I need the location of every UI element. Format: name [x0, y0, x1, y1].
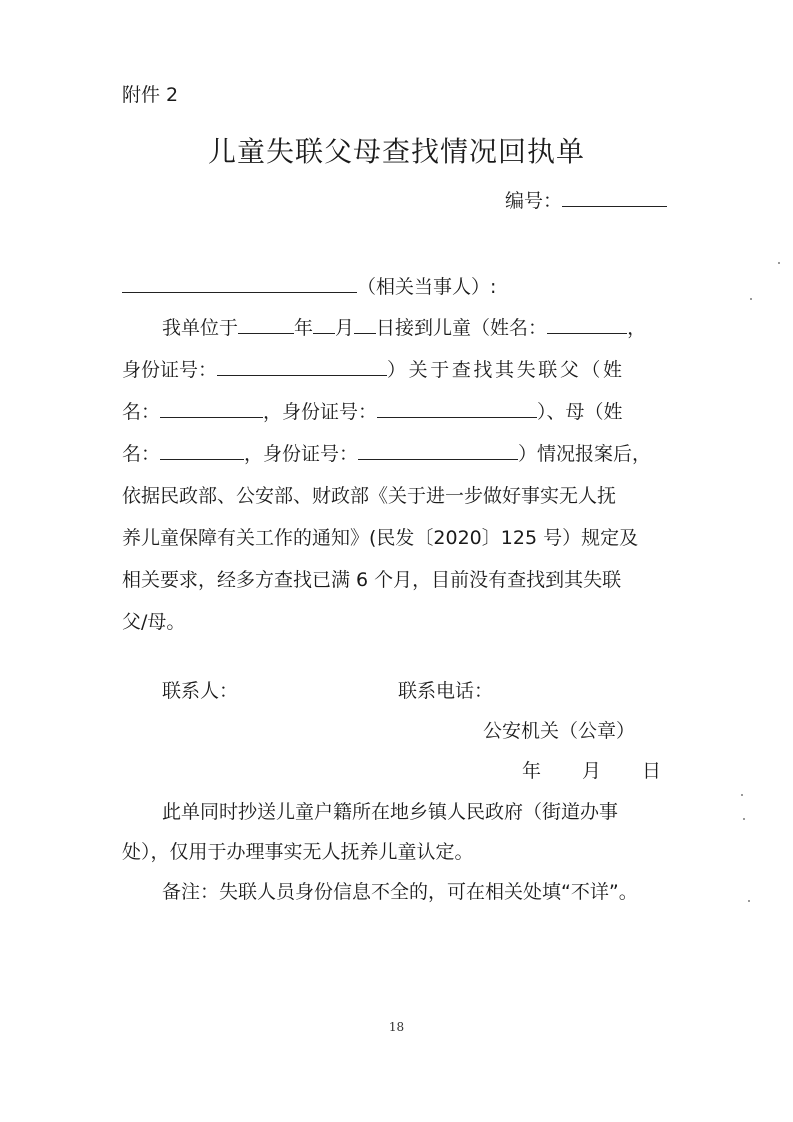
- body-text: ，身份证号：: [244, 443, 359, 465]
- page-title: 儿童失联父母查找情况回执单: [207, 135, 585, 168]
- body-line-6: 养儿童保障有关工作的通知》(民发〔2020〕125 号）规定及: [122, 527, 639, 549]
- copy-note-line-1: 此单同时抄送儿童户籍所在地乡镇人民政府（街道办事: [162, 801, 619, 823]
- day-field[interactable]: [354, 315, 376, 334]
- seal-label: 公安机关（公章）: [483, 720, 636, 742]
- child-id-field[interactable]: [217, 357, 387, 376]
- body-text: ）、母（姓: [537, 401, 623, 423]
- scan-speck: [750, 298, 752, 300]
- body-text: 年: [294, 317, 314, 339]
- body-text: 日接到儿童（姓名：: [376, 317, 548, 339]
- body-text: 名：: [122, 401, 161, 423]
- addressee-row: [122, 272, 496, 299]
- body-text: 名：: [122, 443, 161, 465]
- serial-number-row: [505, 186, 667, 213]
- body-line-4: [122, 439, 651, 466]
- year-field[interactable]: [238, 315, 294, 334]
- serial-number-label: 编号：: [505, 190, 563, 212]
- father-id-field[interactable]: [377, 399, 537, 418]
- body-text: ，身份证号：: [263, 401, 378, 423]
- body-text: ）情况报案后，: [518, 443, 652, 465]
- body-text: ，: [627, 317, 647, 339]
- scan-speck: [743, 818, 745, 820]
- body-line-2: [122, 355, 625, 382]
- scan-speck: [778, 262, 780, 264]
- remark: 备注：失联人员身份信息不全的，可在相关处填“不详”。: [162, 881, 638, 903]
- contact-person-label: 联系人：: [162, 680, 239, 702]
- mother-name-field[interactable]: [160, 441, 244, 460]
- body-text: 身份证号：: [122, 359, 218, 381]
- body-text: 月: [335, 317, 355, 339]
- scan-speck: [741, 794, 743, 796]
- child-name-field[interactable]: [547, 315, 627, 334]
- body-line-1: [162, 313, 646, 340]
- body-text: ）关于查找其失联父（姓: [387, 359, 625, 381]
- body-line-3: [122, 397, 623, 424]
- month-field[interactable]: [313, 315, 335, 334]
- addressee-field[interactable]: [122, 274, 357, 293]
- body-text: 我单位于: [162, 317, 239, 339]
- date-line: 年 月 日: [522, 760, 663, 782]
- body-line-7: 相关要求，经多方查找已满 6 个月，目前没有查找到其失联: [122, 569, 622, 591]
- page-number: 18: [388, 1020, 405, 1034]
- scan-speck: [748, 900, 750, 902]
- mother-id-field[interactable]: [358, 441, 518, 460]
- contact-phone-label: 联系电话：: [398, 680, 494, 702]
- attachment-label: 附件 2: [122, 84, 179, 106]
- copy-note-line-2: 处），仅用于办理事实无人抚养儿童认定。: [122, 841, 474, 863]
- serial-number-field[interactable]: [562, 188, 667, 207]
- addressee-suffix: （相关当事人）:: [357, 276, 497, 298]
- body-line-5: 依据民政部、公安部、财政部《关于进一步做好事实无人抚: [122, 485, 617, 507]
- father-name-field[interactable]: [160, 399, 263, 418]
- body-line-8: 父/母。: [122, 611, 186, 633]
